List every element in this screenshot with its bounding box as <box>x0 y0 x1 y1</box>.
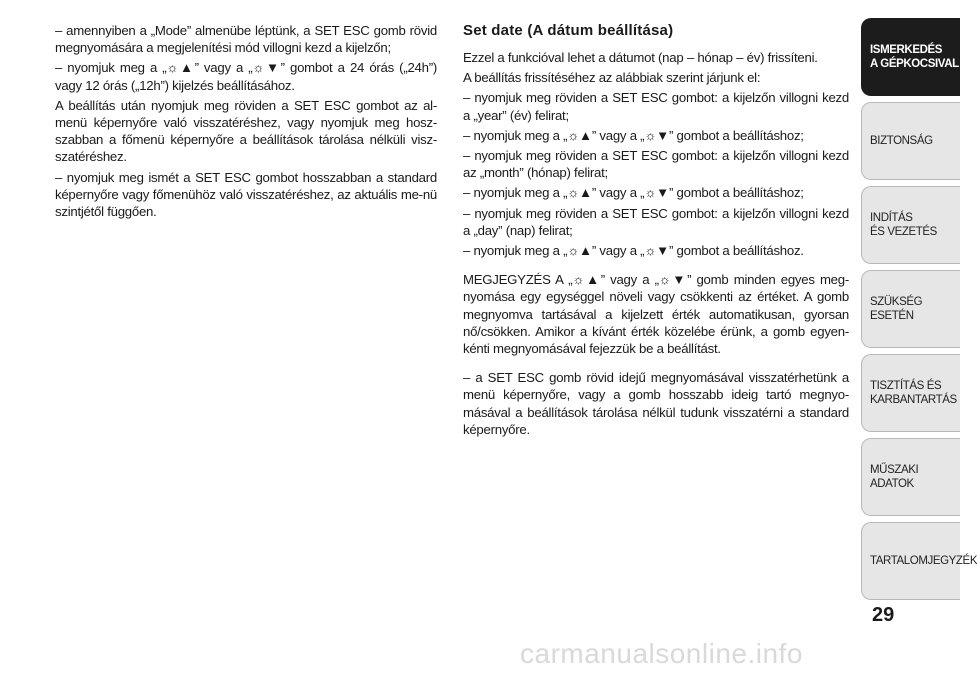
tab-tartalomjegyzek[interactable] <box>861 522 977 600</box>
tab-label-line1: INDÍTÁS <box>870 212 913 224</box>
note-paragraph: MEGJEGYZÉS A „☼▲” vagy a „☼▼” gomb minden egyes meg-nyomása egy egységgel növeli vagy csökkenti az értéket. A gomb megnyomva tartásával a kijelzett érték automatikusan, gyorsan nő/csökken. Amikor a kívánt érték közelébe érünk, a gomb egyen-kénti megnyomásával fejezzük be a beállítást. <box>463 272 849 357</box>
tab-biztonsag[interactable] <box>861 102 960 180</box>
tab-label-line1: TISZTÍTÁS ÉS <box>870 380 942 392</box>
tab-inditas[interactable] <box>861 186 960 264</box>
right-paragraph-3: – nyomjuk meg röviden a SET ESC gombot: a kijelzőn villogni kezd a „year” (év) felirat; <box>463 90 849 123</box>
right-paragraph-5: – nyomjuk meg röviden a SET ESC gombot: a kijelzőn villogni kezd az „month” (hónap) felirat; <box>463 148 849 181</box>
section-heading: Set date (A dátum beállítása) <box>463 22 674 39</box>
tab-label-line2: KARBANTARTÁS <box>870 394 957 406</box>
tab-label-line2: ÉS VEZETÉS <box>870 226 937 238</box>
right-paragraph-1: Ezzel a funkcióval lehet a dátumot (nap – hónap – év) frissíteni. <box>463 50 818 65</box>
right-paragraph-7: – nyomjuk meg röviden a SET ESC gombot: a kijelzőn villogni kezd a „day” (nap) felirat; <box>463 205 849 238</box>
page-number: 29 <box>872 604 895 626</box>
tab-muszaki[interactable] <box>861 438 960 516</box>
right-paragraph-4: – nyomjuk meg a „☼▲” vagy a „☼▼” gombot a beállításhoz; <box>463 127 804 143</box>
tab-tisztitas[interactable] <box>861 354 960 432</box>
tab-label-line1: SZÜKSÉG <box>870 296 923 308</box>
tab-label-line1: MŰSZAKI <box>870 464 919 476</box>
left-paragraph-2: – nyomjuk meg a „☼▲” vagy a „☼▼” gombot a 24 órás („24h”) vagy 12 órás („12h”) kijelzés beállításához. <box>55 60 437 93</box>
tab-label-line1: BIZTONSÁG <box>870 135 933 147</box>
right-paragraph-6: – nyomjuk meg a „☼▲” vagy a „☼▼” gombot a beállításhoz; <box>463 185 804 201</box>
left-paragraph-4: – nyomjuk meg ismét a SET ESC gombot hosszabban a standard képernyőre vagy főmenühöz való visszatéréshez, az aktuális me-nü szintjétől függően. <box>55 169 437 220</box>
left-column <box>55 22 437 223</box>
right-column <box>463 22 849 441</box>
tab-label-line2: ESETÉN <box>870 310 914 322</box>
right-paragraph-2: A beállítás frissítéséhez az alábbiak szerint járjunk el: <box>463 70 761 86</box>
watermark: carmanualsonline.info <box>520 638 803 669</box>
right-paragraph-8: – nyomjuk meg a „☼▲” vagy a „☼▼” gombot a beállításhoz. <box>463 243 804 259</box>
tab-szukseg[interactable] <box>861 270 960 348</box>
tab-ismerkedes[interactable] <box>861 18 960 96</box>
tab-label-line2: A GÉPKOCSIVAL <box>870 58 959 70</box>
tab-label-line1: ISMERKEDÉS <box>870 44 943 56</box>
final-paragraph: – a SET ESC gomb rövid idejű megnyomásával visszatérhetünk a menü képernyőre, vagy a gomb hosszabb ideig tartó megnyo-másával a beállítások tárolása nélkül tudunk visszatérni a standard képernyőre. <box>463 370 849 437</box>
left-paragraph-3: A beállítás után nyomjuk meg röviden a SET ESC gombot az al-menü képernyőre való visszatéréshez, vagy nyomjuk meg hosz-szabban a főmenü képernyőre a beállítások tárolása nélküli visz-szatéréshez. <box>55 97 437 165</box>
tab-label-line2: ADATOK <box>870 478 914 490</box>
tab-label-line1: TARTALOMJEGYZÉK <box>870 555 977 567</box>
left-paragraph-1: – amennyiben a „Mode” almenübe léptünk, a SET ESC gomb rövid megnyomására a megjelenítési mód villogni kezd a kijelzőn; <box>55 23 437 56</box>
chapter-tabs <box>861 18 977 606</box>
